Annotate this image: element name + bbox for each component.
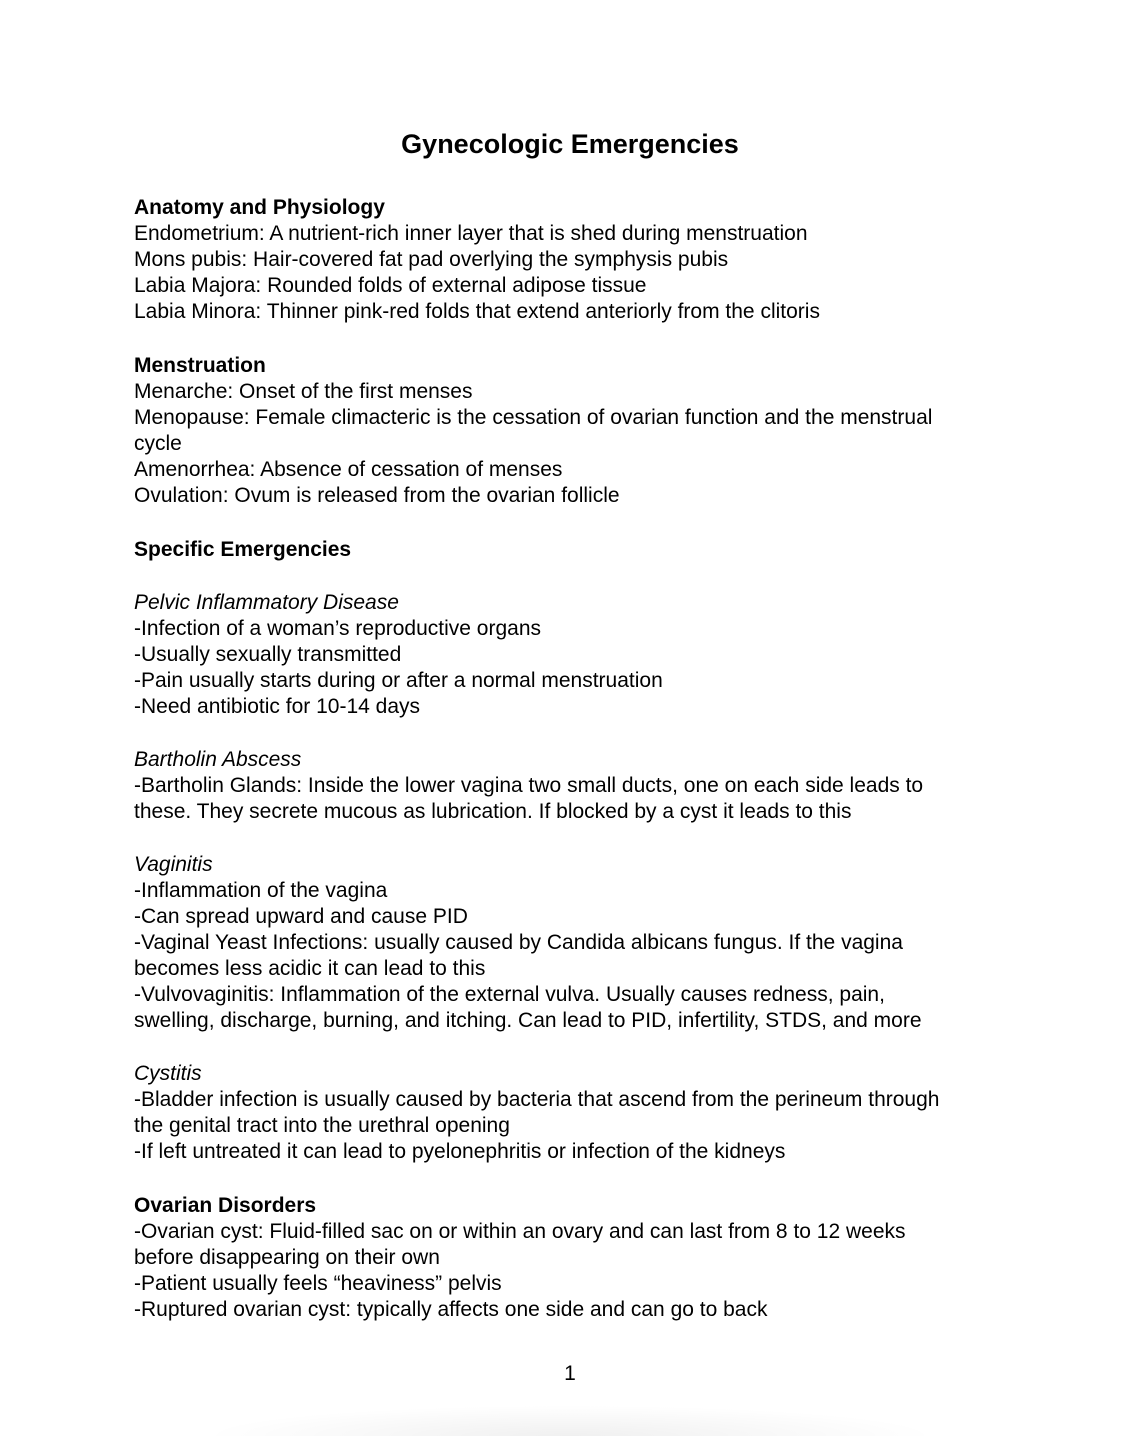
text-line: Amenorrhea: Absence of cessation of menses (134, 458, 563, 481)
text-line: becomes less acidic it can lead to this (134, 957, 486, 980)
section-heading: Ovarian Disorders (134, 1194, 317, 1217)
text-line: Labia Majora: Rounded folds of external adipose tissue (134, 274, 647, 297)
section-menstruation (134, 353, 1014, 509)
subsection-heading: Vaginitis (134, 853, 213, 876)
section-heading: Menstruation (134, 354, 266, 377)
subsection-cystitis (134, 1061, 1014, 1165)
text-line: Labia Minora: Thinner pink-red folds that extend anteriorly from the clitoris (134, 300, 820, 323)
page-edge-shadow (200, 1405, 940, 1436)
text-line: Endometrium: A nutrient-rich inner layer that is shed during menstruation (134, 222, 808, 245)
text-line: the genital tract into the urethral opening (134, 1114, 510, 1137)
page-number: 1 (564, 1362, 576, 1385)
section-ovarian-disorders (134, 1193, 1014, 1323)
section-specific-emergencies (134, 537, 1014, 1165)
text-line: Menopause: Female climacteric is the cessation of ovarian function and the menstrual (134, 406, 933, 429)
section-heading: Specific Emergencies (134, 538, 352, 561)
text-line: -Patient usually feels “heaviness” pelvis (134, 1272, 502, 1295)
text-line: swelling, discharge, burning, and itching. Can lead to PID, infertility, STDS, and more (134, 1009, 922, 1032)
text-line: -If left untreated it can lead to pyelonephritis or infection of the kidneys (134, 1140, 786, 1163)
text-line: -Vulvovaginitis: Inflammation of the external vulva. Usually causes redness, pain, (134, 983, 885, 1006)
subsection-bartholin (134, 747, 1014, 825)
text-line: -Pain usually starts during or after a normal menstruation (134, 669, 663, 692)
subsection-vaginitis (134, 852, 1014, 1034)
text-line: -Ruptured ovarian cyst: typically affects one side and can go to back (134, 1298, 768, 1321)
text-line: -Vaginal Yeast Infections: usually caused by Candida albicans fungus. If the vagina (134, 931, 903, 954)
text-line: Mons pubis: Hair-covered fat pad overlying the symphysis pubis (134, 248, 729, 271)
subsection-heading: Bartholin Abscess (134, 748, 302, 771)
text-line: -Inflammation of the vagina (134, 879, 388, 902)
text-line: before disappearing on their own (134, 1246, 440, 1269)
text-line: -Infection of a woman’s reproductive organs (134, 617, 541, 640)
text-line: these. They secrete mucous as lubrication. If blocked by a cyst it leads to this (134, 800, 852, 823)
subsection-heading: Cystitis (134, 1062, 202, 1085)
subsection-heading: Pelvic Inflammatory Disease (134, 591, 399, 614)
text-line: Menarche: Onset of the first menses (134, 380, 473, 403)
section-heading: Anatomy and Physiology (134, 196, 385, 219)
text-line: -Ovarian cyst: Fluid-filled sac on or within an ovary and can last from 8 to 12 weeks (134, 1220, 906, 1243)
document-body (134, 195, 1014, 1323)
text-line: -Can spread upward and cause PID (134, 905, 468, 928)
text-line: -Bartholin Glands: Inside the lower vagina two small ducts, one on each side leads to (134, 774, 924, 797)
text-line: Ovulation: Ovum is released from the ovarian follicle (134, 484, 620, 507)
text-line: -Need antibiotic for 10-14 days (134, 695, 420, 718)
subsection-pid (134, 590, 1014, 720)
text-line: cycle (134, 432, 182, 455)
text-line: -Usually sexually transmitted (134, 643, 402, 666)
section-anatomy (134, 195, 1014, 325)
page-title: Gynecologic Emergencies (401, 129, 739, 159)
text-line: -Bladder infection is usually caused by bacteria that ascend from the perineum through (134, 1088, 940, 1111)
